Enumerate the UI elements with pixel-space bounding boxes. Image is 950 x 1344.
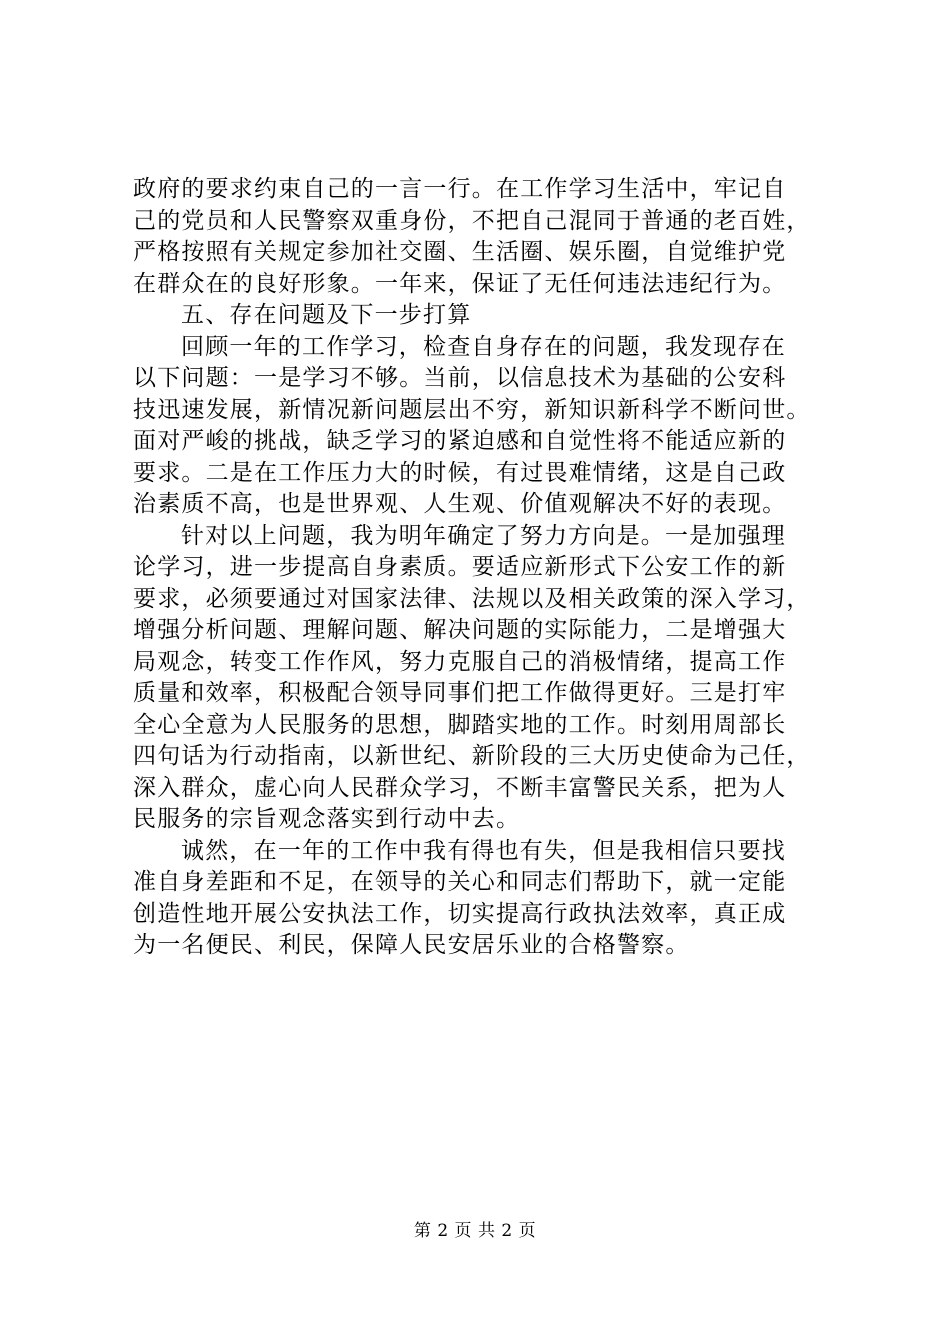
text-line: 严格按照有关规定参加社交圈、生活圈、娱乐圈，自觉维护党 [133, 239, 787, 265]
text-line: 针对以上问题，我为明年确定了努力方向是。一是加强理 [181, 522, 786, 549]
text-line: 四句话为行动指南，以新世纪、新阶段的三大历史使命为己任， [133, 743, 811, 769]
paragraph-conclusion [133, 836, 833, 962]
document-body [133, 174, 833, 962]
paragraph-plans [133, 521, 833, 836]
text-line: 局观念，转变工作作风，努力克服自己的消极情绪，提高工作 [133, 648, 787, 675]
text-line: 治素质不高，也是世界观、人生观、价值观解决不好的表现。 [133, 491, 787, 517]
page-number-label: 第 2 页 共 2 页 [413, 1221, 537, 1241]
text-line: 民服务的宗旨观念落实到行动中去。 [133, 806, 521, 832]
text-line: 政府的要求约束自己的一言一行。在工作学习生活中，牢记自 [133, 176, 787, 202]
text-line: 深入群众，虚心向人民群众学习，不断丰富警民关系，把为人 [133, 774, 787, 801]
text-line: 技迅速发展，新情况新问题层出不穷，新知识新科学不断问世。 [133, 396, 811, 423]
paragraph-problems [133, 332, 833, 521]
text-line: 增强分析问题、理解问题、解决问题的实际能力，二是增强大 [133, 617, 787, 643]
text-line: 要求，必须要通过对国家法律、法规以及相关政策的深入学习， [133, 585, 811, 612]
text-line: 为一名便民、利民，保障人民安居乐业的合格警察。 [133, 932, 690, 958]
text-line: 论学习，进一步提高自身素质。要适应新形式下公安工作的新 [133, 554, 787, 580]
text-line: 在群众在的良好形象。一年来，保证了无任何违法违纪行为。 [133, 270, 787, 297]
text-line: 以下问题：一是学习不够。当前，以信息技术为基础的公安科 [133, 365, 787, 391]
text-line: 己的党员和人民警察双重身份，不把自己混同于普通的老百姓， [133, 207, 811, 234]
text-line: 质量和效率，积极配合领导同事们把工作做得更好。三是打牢 [133, 680, 787, 706]
paragraph-conduct [133, 174, 833, 300]
text-line: 面对严峻的挑战，缺乏学习的紧迫感和自觉性将不能适应新的 [133, 428, 787, 454]
section-heading-text: 五、存在问题及下一步打算 [181, 302, 472, 328]
text-line: 回顾一年的工作学习，检查自身存在的问题，我发现存在 [181, 333, 786, 360]
page-footer [0, 1216, 950, 1241]
text-line: 全心全意为人民服务的思想，脚踏实地的工作。时刻用周部长 [133, 711, 787, 738]
section-heading [133, 300, 833, 332]
text-line: 诚然，在一年的工作中我有得也有失，但是我相信只要找 [181, 837, 786, 864]
text-line: 准自身差距和不足，在领导的关心和同志们帮助下，就一定能 [133, 869, 787, 895]
text-line: 要求。二是在工作压力大的时候，有过畏难情绪，这是自己政 [133, 459, 787, 486]
text-line: 创造性地开展公安执法工作，切实提高行政执法效率，真正成 [133, 900, 787, 927]
